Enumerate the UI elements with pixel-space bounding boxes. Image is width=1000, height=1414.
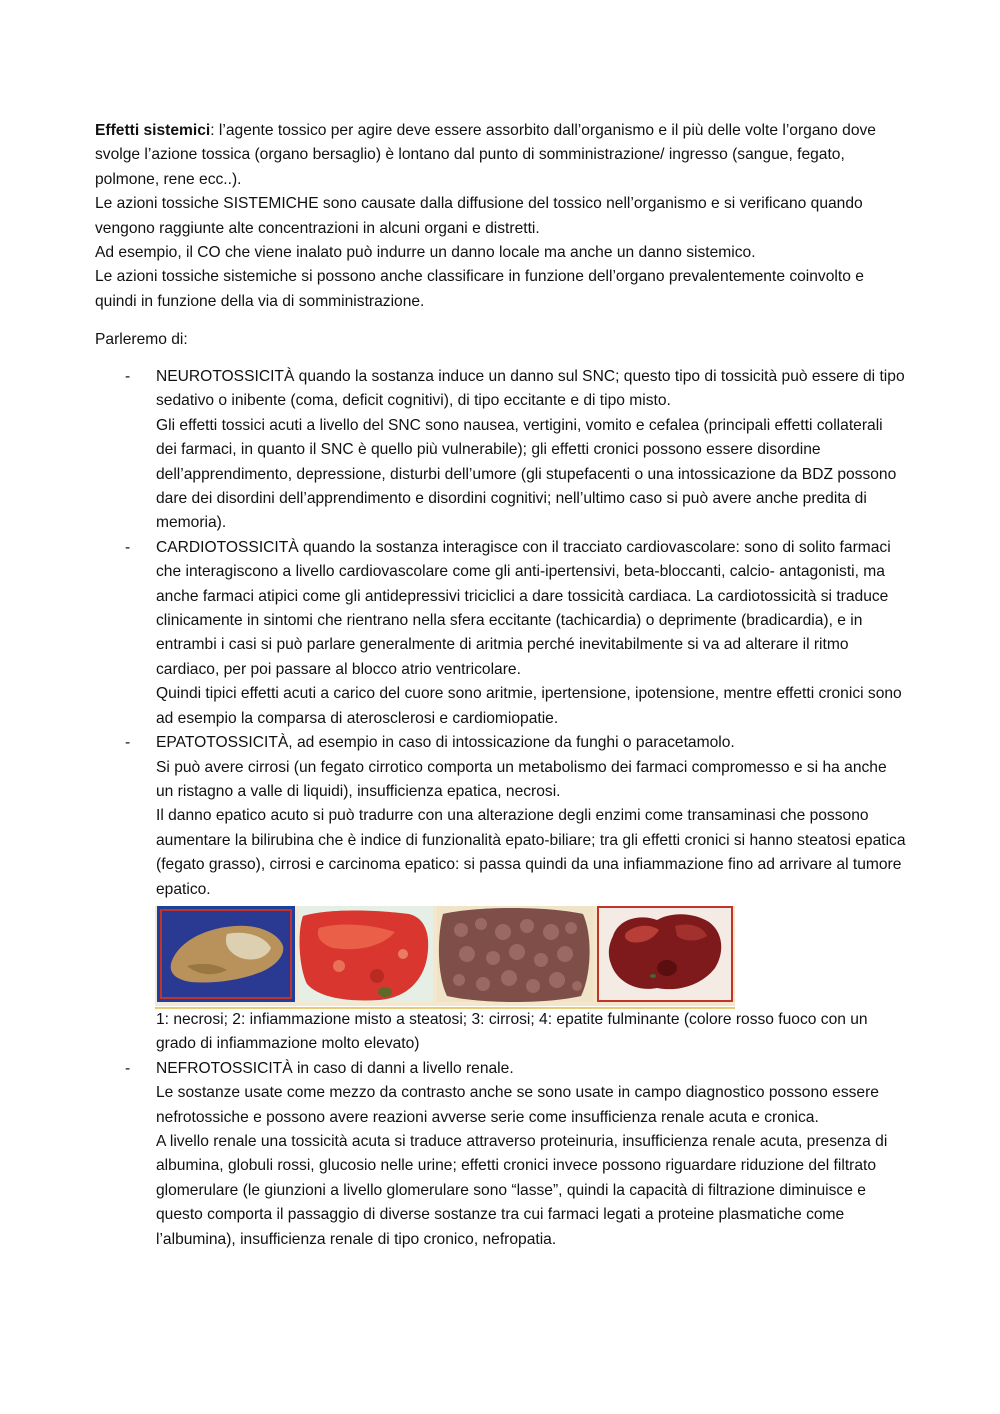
item-paragraph: EPATOTOSSICITÀ, ad esempio in caso di intossicazione da funghi o paracetamolo.: [156, 734, 735, 752]
intro-paragraph-2: Le azioni tossiche SISTEMICHE sono causate dalla diffusione del tossico nell’organismo e si verificano quando vengono raggiunte alte concentrazioni in alcuni organi e distretti.: [95, 195, 863, 237]
list-item-epatotossicita: [95, 731, 907, 1057]
item-paragraph: NEFROTOSSICITÀ in caso di danni a livello renale.: [156, 1059, 514, 1077]
intro-section: [95, 119, 907, 314]
item-paragraph: Quindi tipici effetti acuti a carico del cuore sono aritmie, ipertensione, ipotensione, mentre effetti cronici sono ad esempio la comparsa di aterosclerosi e cardiomiopatie.: [156, 685, 902, 727]
intro-paragraph-1: [95, 119, 907, 192]
intro-paragraph-4: Le azioni tossiche sistemiche si possono anche classificare in funzione dell’organo prevalentemente coinvolto e quindi in funzione della via di somministrazione.: [95, 268, 864, 310]
list-dash: -: [125, 1059, 131, 1077]
item-paragraph: Si può avere cirrosi (un fegato cirrotico comporta un metabolismo dei farmaci compromesso e si ha anche un ristagno a valle di liquidi), insufficienza epatica, necrosi.: [156, 758, 887, 800]
item-paragraph: Le sostanze usate come mezzo da contrasto anche se sono usate in campo diagnostico possono essere nefrotossiche e possono avere reazioni avverse serie come insufficienza renale acuta e cronica.: [156, 1084, 879, 1126]
item-paragraph: Il danno epatico acuto si può tradurre con una alterazione degli enzimi come transaminasi che possono aumentare la bilirubina che è indice di funzionalità epato-biliare; tra gli effetti cronici si hanno steatosi epatica (fegato grasso), cirrosi e carcinoma epatico: si passa quindi da una infiammazione fino ad arrivare al tumore epatico.: [156, 807, 906, 898]
intro-text-1: : l’agente tossico per agire deve essere assorbito dall’organismo e il più delle volte l’organo dove svolge l’azione tossica (organo bersaglio) è lontano dal punto di somministrazione/ ingresso (sangue, fegato, polmone, rene ecc..).: [95, 122, 876, 188]
item-paragraph: A livello renale una tossicità acuta si traduce attraverso proteinuria, insufficienza renale acuta, presenza di albumina, globuli rossi, glucosio nelle urine; effetti cronici invece possono riguardare riduzione del filtrato glomerulare (le giunzioni a livello glomerulare sono “lasse”, quindi la capacità di filtrazione diminuisce e questo comporta il passaggio di diverse sostanze tra cui farmaci legati a proteine plasmatiche come l’albumina), insufficienza renale di tipo cronico, nefropatia.: [156, 1132, 888, 1248]
toxicity-list: [95, 365, 907, 1252]
item-paragraph: NEUROTOSSICITÀ quando la sostanza induce un danno sul SNC; questo tipo di tossicità può essere di tipo sedativo o inibente (coma, deficit cognitivi), di tipo eccitante e di tipo misto.: [156, 368, 905, 410]
liver-image-epatite-fulminante: [597, 906, 733, 1002]
list-dash: -: [125, 734, 131, 752]
list-item-cardiotossicita: [95, 536, 907, 731]
parleremo-line: Parleremo di:: [95, 331, 188, 348]
image-strip-underline: [155, 1007, 735, 1009]
item-paragraph: Gli effetti tossici acuti a livello del SNC sono nausea, vertigini, vomito e cefalea (principali effetti collaterali dei farmaci, in quanto il SNC è quello più vulnerabile); gli effetti cronici possono essere disordine dell’apprendimento, depressione, disturbi dell’umore (gli stupefacenti o una intossicazione da BDZ possono dare dei disordini dell’apprendimento e disordini cognitivi; nell’ultimo caso si può avere anche predita di memoria).: [156, 416, 897, 532]
list-dash: -: [125, 538, 131, 556]
liver-image-necrosi: [157, 906, 295, 1002]
liver-images-strip: [155, 906, 735, 1006]
intro-paragraph-3: Ad esempio, il CO che viene inalato può indurre un danno locale ma anche un danno sistemico.: [95, 244, 756, 262]
list-item-neurotossicita: [95, 365, 907, 536]
figure-caption: 1: necrosi; 2: infiammazione misto a steatosi; 3: cirrosi; 4: epatite fulminante (colore rosso fuoco con un grado di infiammazione molto elevato): [156, 1010, 868, 1053]
liver-image-cirrosi: [437, 906, 593, 1002]
list-item-nefrotossicita: [95, 1057, 907, 1252]
item-paragraph: CARDIOTOSSICITÀ quando la sostanza interagisce con il tracciato cardiovascolare: sono di solito farmaci che interagiscono a livello cardiovascolare come gli anti-ipertensivi, beta-bloccanti, calcio- antagonisti, ma anche farmaci atipici come gli antidepressivi triciclici a dare tossicità cardiaca. La cardiotossicità si traduce clinicamente in sintomi che rientrano nella sfera eccitante (tachicardia) o deprimente (bradicardia), e in entrambi i casi si può parlare generalmente di aritmia perché inevitabilmente si va ad alterare il ritmo cardiaco, per poi passare al blocco atrio ventricolare.: [156, 538, 891, 678]
list-dash: -: [125, 368, 131, 385]
bold-lead: Effetti sistemici: [95, 122, 211, 139]
liver-image-steatosi: [299, 906, 433, 1002]
